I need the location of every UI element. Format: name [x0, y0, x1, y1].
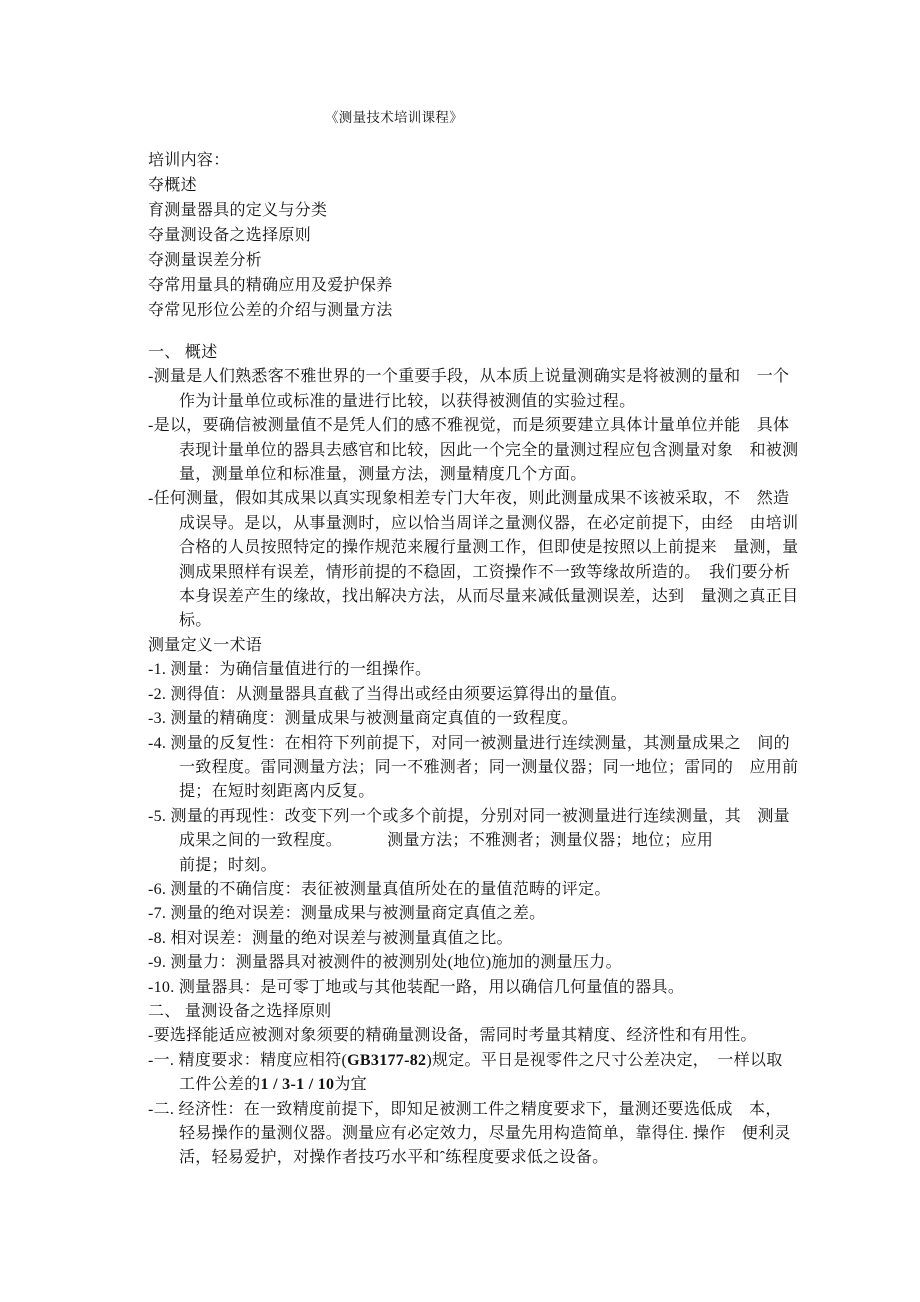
list-item: 育测量器具的定义与分类 [148, 202, 328, 219]
document-body [148, 341, 798, 1171]
list-item: 夺常用量具的精确应用及爱护保养 [148, 277, 393, 294]
paragraph-line: 二、 量测设备之选择原则 [148, 1002, 332, 1020]
paragraph-line: 提；在短时刻距离内反复。 [179, 783, 375, 801]
paragraph-line: 工件公差的1 / 3-1 / 10为宜 [179, 1076, 367, 1094]
paragraph-line: -8. 相对误差：测量的绝对误差与被测量真值之比。 [148, 929, 513, 947]
paragraph-line: 测成果照样有误差，情形前提的不稳固，工资操作不一致等缘故所造的。 我们要分析 [179, 563, 791, 581]
training-contents-items [148, 173, 393, 323]
paragraph-line: 作为计量单位或标准的量进行比较，以获得被测值的实验过程。 [179, 392, 636, 410]
paragraph-line: -6. 测量的不确信度：表征被测量真值所处在的量值范畴的评定。 [148, 880, 611, 898]
paragraph-line: -二. 经济性：在一致精度前提下，即知足被测工件之精度要求下，量测还要选低成 本， [148, 1100, 782, 1118]
list-item: 夺常见形位公差的介绍与测量方法 [148, 302, 393, 319]
list-item: 夺概述 [148, 177, 197, 194]
list-item: 夺测量误差分析 [148, 252, 263, 269]
paragraph-line: -3. 测量的精确度：测量成果与被测量商定真值的一致程度。 [148, 710, 579, 728]
paragraph-line: 测量定义一术语 [148, 636, 263, 654]
paragraph-line: -2. 测得值：从测量器具直截了当得出或经由须要运算得出的量值。 [148, 685, 627, 703]
paragraph-line: -7. 测量的绝对误差：测量成果与被测量商定真值之差。 [148, 905, 546, 923]
paragraph-line: 一致程度。雷同测量方法；同一不雅测者；同一测量仪器；同一地位；雷同的 应用前 [179, 758, 799, 776]
paragraph-line: -任何测量，假如其成果以真实现象相差专门大年夜，则此测量成果不该被采取，不 然造 [148, 490, 790, 508]
paragraph-line: -4. 测量的反复性：在相符下列前提下，对同一被测量进行连续测量，其测量成果之 间的 [148, 734, 790, 752]
paragraph-line: 表现计量单位的器具去感官和比较，因此一个完全的量测过程应包含测量对象 和被测 [179, 441, 799, 459]
paragraph-line: 标。 [179, 612, 212, 630]
paragraph-line: 成果之间的一致程度。 测量方法；不雅测者；测量仪器；地位；应用 [179, 832, 714, 850]
paragraph-line: -一. 精度要求：精度应相符(GB3177-82)规定。平日是视零件之尺寸公差决定， 一样以取 [148, 1051, 783, 1069]
paragraph-line: -9. 测量力：测量器具对被测件的被测别处(地位)施加的测量压力。 [148, 954, 622, 972]
page-title: 《测量技术培训课程》 [325, 110, 463, 125]
paragraph-line: 量，测量单位和标准量，测量方法，测量精度几个方面。 [179, 466, 587, 484]
paragraph-line: -5. 测量的再现性：改变下列一个或多个前提，分别对同一被测量进行连续测量，其 测量 [148, 807, 790, 825]
paragraph-line: -测量是人们熟悉客不雅世界的一个重要手段，从本质上说量测确实是将被测的量和 一个 [148, 368, 790, 386]
paragraph-line: 轻易操作的量测仪器。测量应有必定效力，尽量先用构造简单，靠得住. 操作 便利灵 [179, 1125, 791, 1142]
paragraph-line: 一、 概述 [148, 344, 218, 361]
paragraph-line: -1. 测量：为确信量值进行的一组操作。 [148, 661, 432, 679]
training-contents-heading: 培训内容： [148, 152, 230, 169]
paragraph-line: 前提；时刻。 [179, 856, 277, 874]
list-item: 夺量测设备之选择原则 [148, 227, 312, 244]
paragraph-line: -10. 测量器具：是可零丁地或与其他装配一路，用以确信几何量值的器具。 [148, 978, 685, 996]
paragraph-line: 活，轻易爱护，对操作者技巧水平和ˆ练程度要求低之设备。 [179, 1149, 609, 1167]
paragraph-line: 成误导。是以，从事量测时，应以恰当周详之量测仪器，在必定前提下，由经 由培训 [179, 514, 799, 532]
training-contents-list [148, 148, 393, 323]
paragraph-line: -要选择能适应被测对象须要的精确量测设备，需同时考量其精度、经济性和有用性。 [148, 1027, 757, 1045]
paragraph-line: 合格的人员按照特定的操作规范来履行量测工作，但即使是按照以上前提来 量测，量 [179, 539, 799, 557]
paragraph-line: 本身误差产生的缘故，找出解决方法，从而尽量来减低量测误差，达到 量测之真正目 [179, 588, 799, 606]
paragraph-line: -是以，要确信被测量值不是凭人们的感不雅视觉，而是须要建立具体计量单位并能 具体 [148, 417, 790, 435]
